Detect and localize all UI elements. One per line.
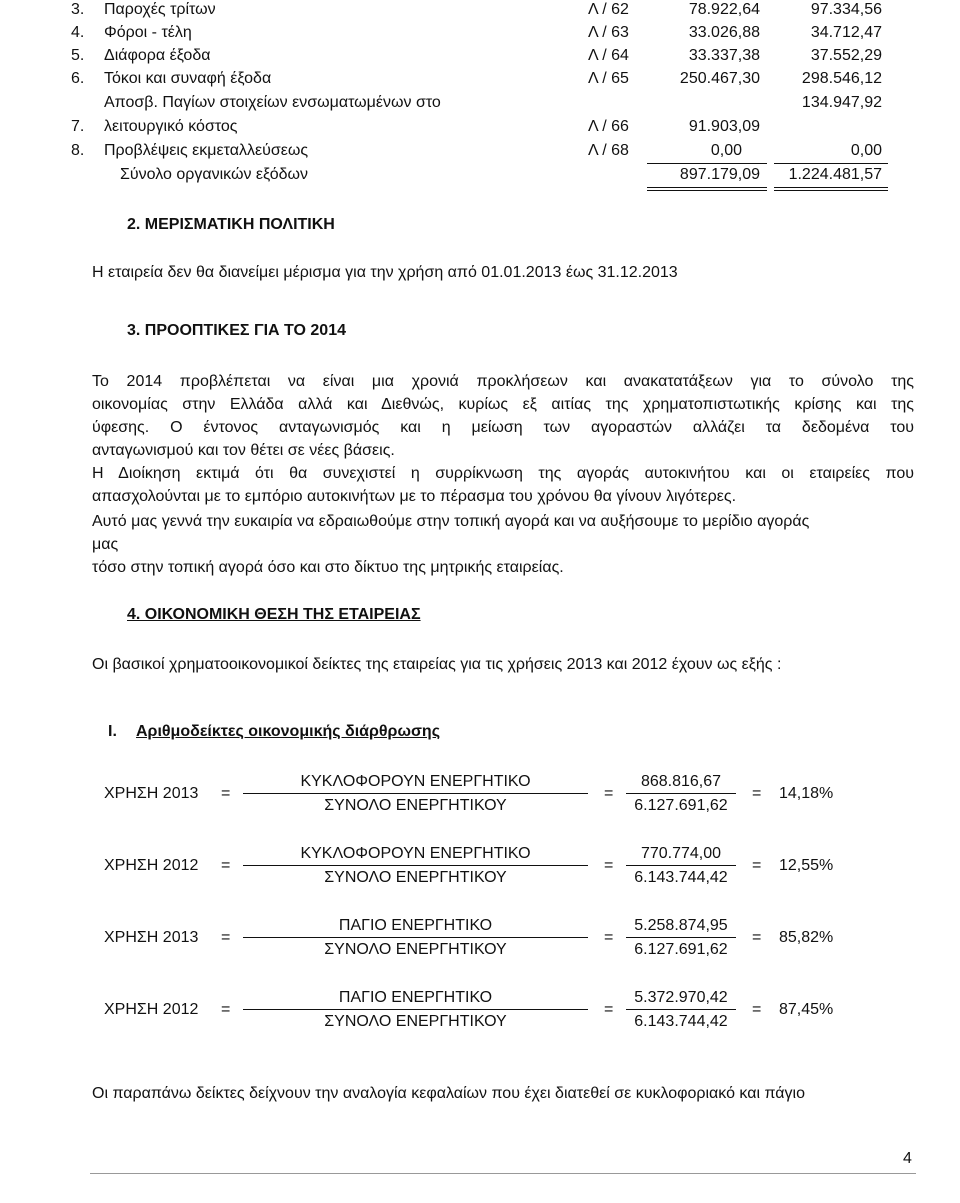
equals-sign: = (221, 929, 231, 946)
equals-sign: = (604, 1001, 614, 1018)
row-value-2012: 37.552,29 (810, 47, 882, 64)
ratio-numerator-value: 868.816,67 (640, 773, 722, 790)
section-3-paragraph-1 (92, 370, 914, 462)
section-3-paragraph-2 (92, 462, 914, 508)
ratio-result: 14,18% (779, 785, 834, 802)
text-line: Αυτό μας γεννά την ευκαιρία να εδραιωθούμε στην τοπική αγορά και να αυξήσουμε το μερίδιο αγοράς (92, 513, 810, 530)
ratio-year: ΧΡΗΣΗ 2013 (104, 785, 199, 802)
row-code: Λ / 64 (588, 47, 629, 64)
ratio-result: 87,45% (779, 1001, 834, 1018)
text-line: ανταγωνισμού και τον θέτει σε νέες βάσεις. (92, 442, 395, 459)
section-3-heading: 3. ΠΡΟΟΠΤΙΚΕΣ ΓΙΑ ΤΟ 2014 (127, 322, 346, 339)
total-double-rule (774, 190, 888, 191)
total-double-rule (774, 187, 888, 188)
ratio-result: 12,55% (779, 857, 834, 874)
equals-sign: = (752, 857, 762, 874)
section-4-intro: Οι βασικοί χρηματοοικονομικοί δείκτες της εταιρείας για τις χρήσεις 2013 και 2012 έχουν ως εξής : (92, 656, 782, 673)
total-top-rule (647, 163, 767, 164)
equals-sign: = (604, 857, 614, 874)
total-double-rule (647, 187, 767, 188)
equals-sign: = (221, 1001, 231, 1018)
ratio-year: ΧΡΗΣΗ 2013 (104, 929, 199, 946)
subtitle: Αριθμοδείκτες οικονομικής διάρθρωσης (136, 723, 441, 740)
ratio-numerator-label: ΚΥΚΛΟΦΟΡΟΥΝ ΕΝΕΡΓΗΤΙΚΟ (300, 773, 531, 790)
page-number: 4 (903, 1150, 912, 1167)
total-value-2012: 1.224.481,57 (788, 166, 882, 183)
text-line: ύφεσης. Ο έντονος ανταγωνισμός και η μείωση των αγοραστών αλλάζει τα δεδομένα του (92, 419, 914, 436)
ratio-result: 85,82% (779, 929, 834, 946)
row-label: Προβλέψεις εκμεταλλεύσεως (104, 142, 309, 159)
ratio-denominator-value: 6.143.744,42 (634, 1013, 728, 1030)
text-line: οικονομίας στην Ελλάδα αλλά και Διεθνώς, κυρίως εξ αιτίας της χρηματοπιστωτικής κρίσης και της (92, 396, 914, 413)
fraction-line (243, 793, 588, 794)
ratio-numerator-label: ΚΥΚΛΟΦΟΡΟΥΝ ΕΝΕΡΓΗΤΙΚΟ (300, 845, 531, 862)
text-line: Η Διοίκηση εκτιμά ότι θα συνεχιστεί η συρρίκνωση της αγοράς αυτοκινήτου και οι εταιρείες που (92, 465, 914, 482)
fraction-line (626, 793, 736, 794)
equals-sign: = (604, 785, 614, 802)
fraction-line (243, 865, 588, 866)
section-3-paragraph-3 (92, 510, 914, 579)
row-code: Λ / 68 (588, 142, 629, 159)
row-number: 4. (71, 24, 85, 41)
equals-sign: = (221, 857, 231, 874)
section-2-text: Η εταιρεία δεν θα διανείμει μέρισμα για την χρήση από 01.01.2013 έως 31.12.2013 (92, 264, 678, 281)
fraction-line (626, 1009, 736, 1010)
fraction-line (626, 865, 736, 866)
ratio-denominator-label: ΣΥΝΟΛΟ ΕΝΕΡΓΗΤΙΚΟΥ (324, 797, 507, 814)
ratio-denominator-value: 6.127.691,62 (634, 797, 728, 814)
ratio-denominator-label: ΣΥΝΟΛΟ ΕΝΕΡΓΗΤΙΚΟΥ (324, 1013, 507, 1030)
ratio-numerator-value: 5.372.970,42 (634, 989, 728, 1006)
subtitle-number: I. (108, 723, 117, 740)
total-top-rule (774, 163, 888, 164)
row-number: 3. (71, 1, 85, 18)
ratio-denominator-value: 6.127.691,62 (634, 941, 728, 958)
row-label: Φόροι - τέλη (104, 24, 192, 41)
text-line: μας (92, 536, 119, 553)
row-code: Λ / 63 (588, 24, 629, 41)
row-value-2012: 34.712,47 (810, 24, 882, 41)
row-value-2012: 134.947,92 (801, 94, 882, 111)
row-number: 7. (71, 118, 85, 135)
fraction-line (243, 937, 588, 938)
text-line: απασχολούνται με το εμπόριο αυτοκινήτων με το πέρασμα του χρόνου θα γίνουν λιγότερες. (92, 488, 737, 505)
ratio-numerator-label: ΠΑΓΙΟ ΕΝΕΡΓΗΤΙΚΟ (338, 989, 493, 1006)
equals-sign: = (752, 1001, 762, 1018)
total-label: Σύνολο οργανικών εξόδων (120, 166, 309, 183)
ratio-denominator-label: ΣΥΝΟΛΟ ΕΝΕΡΓΗΤΙΚΟΥ (324, 869, 507, 886)
row-value-2013: 33.026,88 (688, 24, 760, 41)
row-value-2012: 0,00 (850, 142, 882, 159)
ratio-numerator-value: 5.258.874,95 (634, 917, 728, 934)
ratio-denominator-label: ΣΥΝΟΛΟ ΕΝΕΡΓΗΤΙΚΟΥ (324, 941, 507, 958)
row-value-2013: 250.467,30 (679, 70, 760, 87)
ratio-denominator-value: 6.143.744,42 (634, 869, 728, 886)
row-label-line1: Αποσβ. Παγίων στοιχείων ενσωματωμένων στο (104, 94, 441, 111)
row-number: 8. (71, 142, 85, 159)
row-code: Λ / 66 (588, 118, 629, 135)
section-2-heading: 2. ΜΕΡΙΣΜΑΤΙΚΗ ΠΟΛΙΤΙΚΗ (127, 216, 335, 233)
row-value-2013: 0,00 (710, 142, 742, 159)
footer-rule (90, 1173, 916, 1174)
closing-text: Οι παραπάνω δείκτες δείχνουν την αναλογία κεφαλαίων που έχει διατεθεί σε κυκλοφοριακό και πάγιο (92, 1085, 805, 1102)
row-number: 6. (71, 70, 85, 87)
fraction-line (626, 937, 736, 938)
row-label: Παροχές τρίτων (104, 1, 216, 18)
ratio-year: ΧΡΗΣΗ 2012 (104, 857, 199, 874)
row-code: Λ / 65 (588, 70, 629, 87)
ratio-year: ΧΡΗΣΗ 2012 (104, 1001, 199, 1018)
ratio-numerator-value: 770.774,00 (640, 845, 722, 862)
ratio-numerator-label: ΠΑΓΙΟ ΕΝΕΡΓΗΤΙΚΟ (338, 917, 493, 934)
row-label: Διάφορα έξοδα (104, 47, 211, 64)
equals-sign: = (604, 929, 614, 946)
equals-sign: = (752, 929, 762, 946)
total-double-rule (647, 190, 767, 191)
row-value-2013: 91.903,09 (688, 118, 760, 135)
row-label: Τόκοι και συναφή έξοδα (104, 70, 272, 87)
row-code: Λ / 62 (588, 1, 629, 18)
row-label-line2: λειτουργικό κόστος (104, 118, 238, 135)
equals-sign: = (752, 785, 762, 802)
row-value-2012: 298.546,12 (801, 70, 882, 87)
total-value-2013: 897.179,09 (679, 166, 760, 183)
text-line: Το 2014 προβλέπεται να είναι μια χρονιά προκλήσεων και ανακατατάξεων για το σύνολο της (92, 373, 914, 390)
row-value-2013: 78.922,64 (688, 1, 760, 18)
equals-sign: = (221, 785, 231, 802)
section-4-heading: 4. ΟΙΚΟΝΟΜΙΚΗ ΘΕΣΗ ΤΗΣ ΕΤΑΙΡΕΙΑΣ (127, 606, 421, 623)
row-value-2013: 33.337,38 (688, 47, 760, 64)
fraction-line (243, 1009, 588, 1010)
row-number: 5. (71, 47, 85, 64)
text-line: τόσο στην τοπική αγορά όσο και στο δίκτυο της μητρικής εταιρείας. (92, 559, 564, 576)
row-value-2012: 97.334,56 (810, 1, 882, 18)
